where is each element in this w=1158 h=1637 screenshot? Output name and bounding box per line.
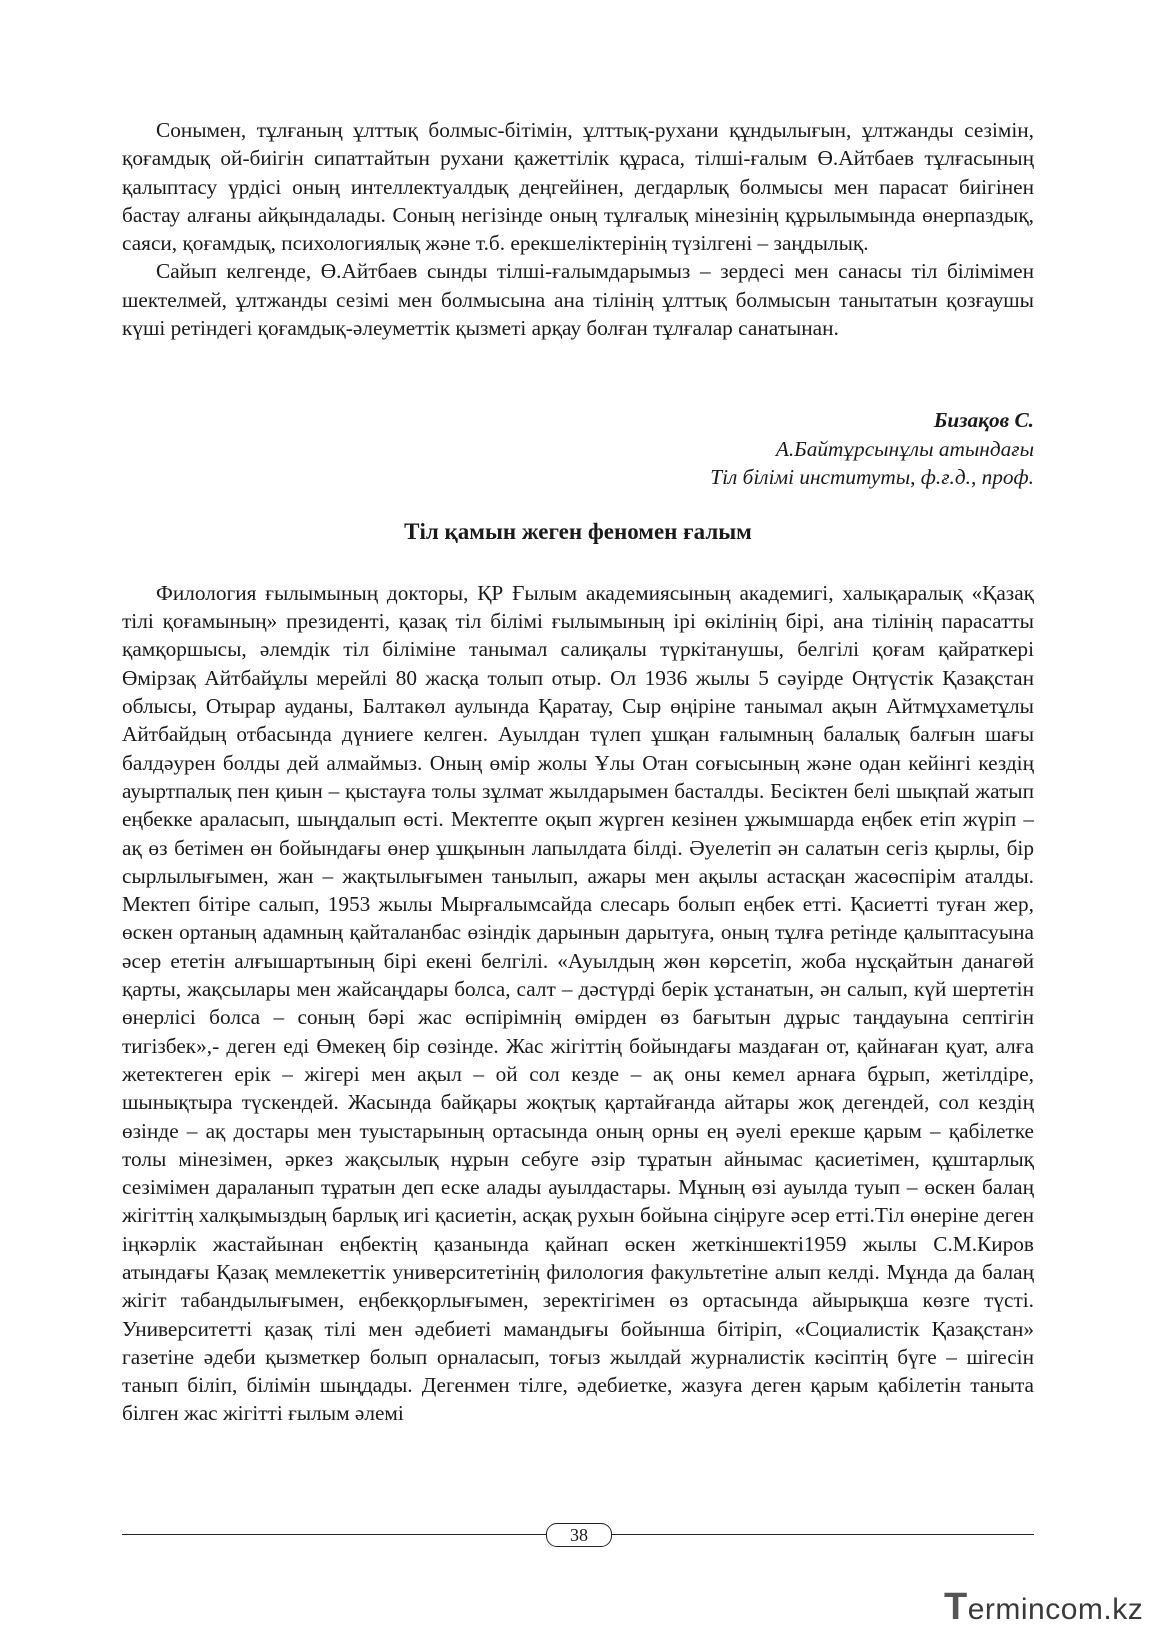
author-affiliation-1: А.Байтұрсынұлы атындағы: [775, 436, 1034, 461]
watermark-t: T: [944, 1586, 968, 1628]
main-paragraph: Филология ғылымының докторы, ҚР Ғылым академиясының академигі, халықаралық «Қазақ тілі қоғамының» президенті, қазақ тіл білімі ғылымының ірі өкілінің бірі, ана тілінің парасатты қамқоршысы, әлемдік тіл біліміне танымал салиқалы түркітанушы, белгілі қоғам қайраткері Өмірзақ Айтбайұлы мерейлі 80 жасқа толып отыр. Ол 1936 жылы 5 сәуірде Оңтүстік Қазақстан облысы, Отырар ауданы, Балтакөл аулында Қаратау, Сыр өңіріне танымал ақын Айтмұхаметұлы Айтбайдың отбасында дүниеге келген. Ауылдан түлеп ұшқан ғалымның балалық балғын шағы балдәурен болды дей алмаймыз. Оның өмір жолы Ұлы Отан соғысының және одан кейінгі кездің ауыртпалық пен қиын – қыстауға толы зұлмат жылдарымен басталды. Бесіктен белі шықпай жатып еңбекке араласып, шыңдалып өсті. Мектепте оқып жүрген кезінен ұжымшарда еңбек етіп жүріп – ақ өз бетімен өн бойындағы өнер ұшқынын лапылдата білді. Әуелетіп ән салатын сегіз қырлы, бір сырлылығымен, жан – жақтылығымен танылып, ажары мен ақылы астасқан жасөспірім аталды. Мектеп бітіре салып, 1953 жылы Мырғалымсайда слесарь болып еңбек етті. Қасиетті туған жер, өскен ортаның адамның қайталанбас өзіндік дарынын дарытуға, оның тұлға ретінде қалыптасуына әсер ететін алғышартының бірі екені белгілі. «Ауылдың жөн көрсетіп, жоба нұсқайтын данагөй қарты, жақсылары мен жайсаңдары болса, салт – дәстүрді берік ұстанатын, ән салып, күй шертетін өнерлісі болса – соның бәрі жас өспірімнің өмірден өз бағытын дұрыс таңдауына септігін тигізбек»,- деген еді Өмекең бір сөзінде. Жас жігіттің бойындағы маздаған от, қайнаған қуат, алға жетектеген ерік – жігері мен ақыл – ой сол кезде – ақ оны кемел арнаға бұрып, жетілдіре, шынықтыра түскендей. Жасында байқары жоқтық қартайғанда айтары жоқ дегендей, сол кездің өзінде – ақ достары мен туыстарының ортасында оның орны ең әуелі ерекше қарым – қабілетке толы мінезімен, әркез жақсылық нұрын себуге әзір тұратын айнымас қасиетімен, құштарлық сезімімен дараланып тұратын деп еске алады ауылдастары. Мұның өзі ауылда туып – өскен балаң жігіттің халқымыздың барлық игі қасиетін, асқақ рухын бойына сіңіруге әсер етті.Тіл өнеріне деген іңкәрлік жастайынан еңбектің қазанында қайнап өскен жеткіншекті1959 жылы С.М.Киров атындағы Қазақ мемлекеттік университетінің филология факультетіне алып келді. Мұнда да балаң жігіт табандылығымен, еңбекқорлығымен, зеректігімен өз ортасында айырықша көзге түсті. Университетті қазақ тілі мен әдебиеті мамандығы бойынша бітіріп, «Социалистік Қазақстан» газетіне әдеби қызметкер болып орналасып, тоғыз жылдай журналистік кәсіптің бүге – шігесін танып біліп, білімін шыңдады. Дегенмен тілге, әдебиетке, жазуға деген қарым қабілетін таныта білген жас жігітті ғылым әлемі: [122, 580, 1034, 1426]
article-title: Тіл қамын жеген феномен ғалым: [404, 518, 752, 544]
page-number: 38: [546, 1523, 612, 1547]
intro-paragraph-1: Сонымен, тұлғаның ұлттық болмыс-бітімін, ұлттық-рухани құндылығын, ұлтжанды сезімін, қоғамдық ой-биігін сипаттайтын рухани қажеттілік құраса, тілші-ғалым Ө.Айтбаев тұлғасының қалыптасу үрдісі оның интеллектуалдық деңгейінен, дегдарлық болмысы мен парасат биігінен бастау алғаны айқындалады. Соның негізінде оның тұлғалық мінезінің құрылымында өнерпаздық, саяси, қоғамдық, психологиялық және т.б. ерекшеліктерінің түзілгені – заңдылық.: [122, 118, 1034, 256]
watermark-logo: [944, 1586, 1144, 1626]
author-block: [122, 406, 1034, 492]
intro-paragraph-2: Сайып келгенде, Ө.Айтбаев сынды тілші-ғалымдарымыз – зердесі мен санасы тіл білімімен шектелмей, ұлтжанды сезімі мен болмысына ана тілінің ұлттық болмысын танытатын қозғаушы күші ретіндегі қоғамдық-әлеуметтік қызметі арқау болған тұлғалар санатынан.: [122, 259, 1034, 341]
author-affiliation-2: Тіл білімі институты, ф.ғ.д., проф.: [710, 465, 1034, 490]
watermark-o: o: [1060, 1593, 1078, 1626]
page-content: [122, 116, 1034, 1428]
author-name: Бизақов С.: [933, 408, 1034, 433]
page-footer: [122, 1519, 1034, 1549]
watermark-tail: m.kz: [1077, 1593, 1144, 1626]
watermark-text: erminc: [967, 1593, 1061, 1626]
